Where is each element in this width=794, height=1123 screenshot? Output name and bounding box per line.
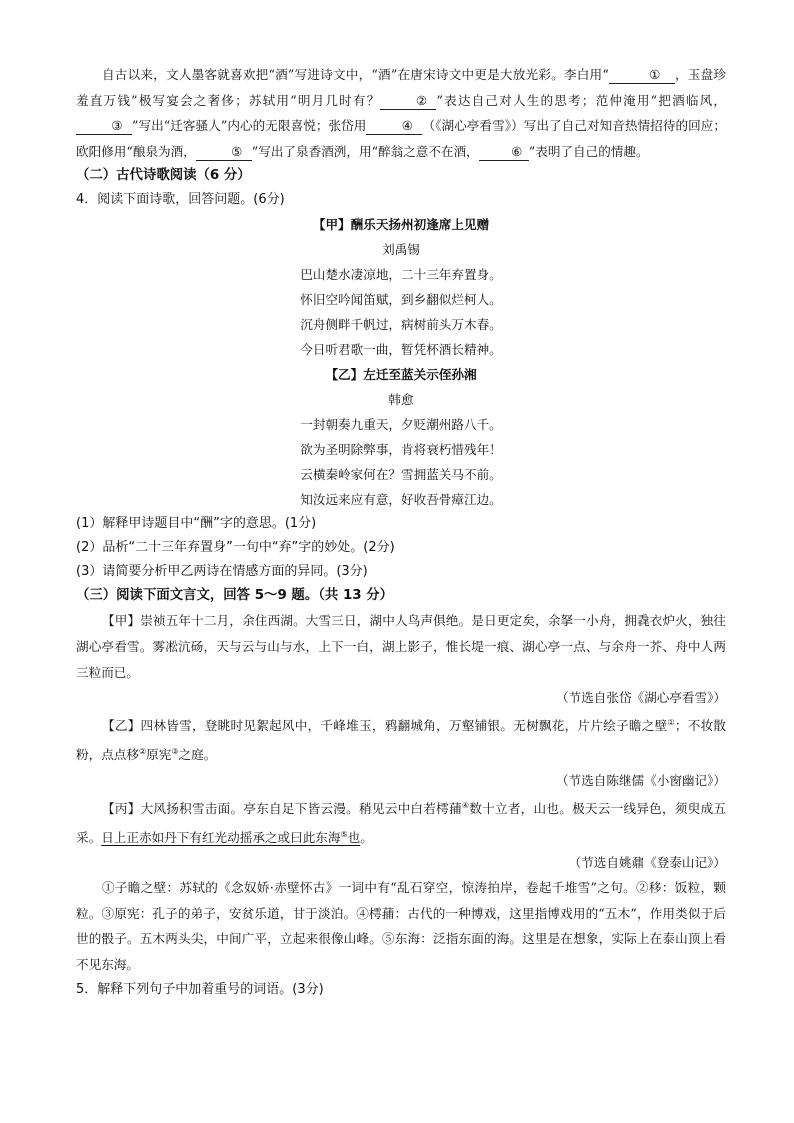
passage-bing-source: （节选自姚鼐《登泰山记》）: [568, 855, 726, 871]
poem-jia-line: 今日听君歌一曲，暂凭杯酒长精神。: [300, 342, 502, 358]
wine-intro-paragraph: [76, 62, 726, 164]
section-2-heading: （二）古代诗歌阅读（6 分）: [76, 168, 251, 184]
question-5: 5．解释下列句子中加着重号的词语。(3分): [76, 981, 324, 997]
poem-yi-line: 一封朝奏九重天，夕贬潮州路八千。: [300, 417, 502, 433]
sub-question-2: (2）品析“二十三年弃置身”一句中“弃”字的妙处。(2分): [76, 540, 395, 556]
section-3-heading: （三）阅读下面文言文，回答 5～9 题。（共 13 分）: [76, 588, 394, 604]
footnote-marker: ②: [138, 746, 147, 756]
footnote-marker: ④: [461, 800, 470, 810]
intro-text-7: ”表明了自己的情趣。: [528, 143, 649, 159]
passage-bing-text: 。: [360, 829, 373, 845]
blank-3[interactable]: ③: [76, 118, 132, 135]
poem-jia: [76, 212, 726, 362]
passage-bing: [76, 793, 726, 851]
poem-yi-line: 云横秦岭家何在？雪拥蓝关马不前。: [300, 467, 502, 483]
blank-1[interactable]: ①: [609, 67, 675, 84]
passage-yi-text: ；不妆散粉，点点移: [76, 718, 727, 763]
exam-page: [76, 62, 726, 1002]
passage-yi-text: 【乙】四林皆雪，登眺时见絮起风中，千峰堆玉，鸦翻城角，万壑铺银。无树飘花，片片绘子瞻之壁: [102, 718, 668, 734]
poem-jia-title: 【甲】酬乐天扬州初逢席上见赠: [312, 217, 490, 233]
passage-yi-source: （节选自陈继儒《小窗幽记》）: [555, 772, 726, 788]
poem-yi-line: 欲为圣明除弊事，肯将衰朽惜残年！: [300, 442, 502, 458]
poem-yi-author: 韩愈: [388, 392, 414, 408]
footnote-marker: ①: [667, 718, 675, 728]
underlined-sentence: [101, 830, 360, 845]
passage-bing-text: 数十立者，山也。极天云一线异色，须臾成五采。: [76, 800, 727, 845]
poem-jia-author: 刘禹锡: [382, 242, 420, 258]
poem-jia-line: 沉舟侧畔千帆过，病树前头万木春。: [300, 317, 502, 333]
poem-jia-line: 怀旧空吟闻笛赋，到乡翻似烂柯人。: [300, 292, 502, 308]
question-4: 4．阅读下面诗歌，回答问题。(6分): [76, 192, 285, 208]
poem-yi-title: 【乙】左迁至蓝关示侄孙湘: [325, 367, 477, 383]
passage-jia-source: （节选自张岱《湖心亭看雪》）: [555, 690, 726, 706]
intro-text-4: ”写出“迁客骚人”内心的无限喜悦；张岱用: [132, 118, 367, 134]
passage-yi-text: 之庭。: [178, 747, 217, 763]
intro-text-3: ”表达自己对人生的思考；范仲淹用“把酒临风，: [436, 92, 726, 108]
poem-yi: [76, 362, 726, 512]
blank-2[interactable]: ②: [380, 93, 436, 110]
intro-text-6: ”写出了泉香酒洌，用“醉翁之意不在酒，: [251, 143, 479, 159]
poem-yi-line: 知汝远来应有意，好收吾骨瘴江边。: [300, 492, 502, 508]
blank-6[interactable]: ⑥: [479, 144, 529, 161]
intro-text-2: ，玉盘珍羞直万钱”极写宴会之奢侈；苏轼用“明月几时有？: [76, 67, 726, 108]
underlined-text: 也: [347, 829, 361, 845]
footnote-marker: ③: [171, 746, 179, 756]
blank-5[interactable]: ⑤: [196, 144, 252, 161]
annotation-notes: ①子瞻之壁：苏轼的《念奴娇·赤壁怀古》一词中有“乱石穿空，惊涛拍岸，卷起千堆雪”之句。②移：饭粒，颗粒。③原宪：孔子的弟子，安贫乐道，甘于淡泊。④樗蒱：古代的一种博戏，这里指博戏用的“五木”，作用类似于后世的骰子。五木两头尖，中间广平，立起来很像山峰。⑤东海：泛指东面的海。这里是在想象，实际上在泰山顶上看不见东海。: [76, 880, 726, 973]
sub-question-3: (3）请简要分析甲乙两诗在情感方面的异同。(3分): [76, 564, 368, 580]
passage-bing-text: 【丙】大风扬积雪击面。亭东自足下皆云漫。稍见云中白若樗蒱: [102, 800, 462, 816]
underlined-text: 日上正赤如丹下有红光动摇承之或曰此东海: [101, 829, 341, 845]
blank-4[interactable]: ④: [366, 118, 422, 135]
passage-yi: [76, 710, 726, 768]
sub-question-1: (1）解释甲诗题目中“酬”字的意思。(1分): [76, 516, 317, 532]
intro-text-1: 自古以来，文人墨客就喜欢把“酒”写进诗文中，“酒”在唐宋诗文中更是大放光彩。李白用“: [102, 67, 609, 82]
footnote-marker: ⑤: [340, 829, 348, 839]
passage-jia: 【甲】崇祯五年十二月，余住西湖。大雪三日，湖中人鸟声俱绝。是日更定矣，余拏一小舟，拥毳衣炉火，独往湖心亭看雪。雾凇沆砀，天与云与山与水，上下一白，湖上影子，惟长堤一痕、湖心亭一点、与余舟一芥、舟中人两三粒而已。: [76, 613, 726, 680]
intro-text-5: （《湖心亭看雪》）写出了自己对知音热情招待的回应；欧阳修用“酿泉为酒，: [76, 118, 726, 159]
passage-yi-text: 原宪: [146, 747, 172, 763]
poem-jia-line: 巴山楚水凄凉地，二十三年弃置身。: [300, 267, 502, 283]
